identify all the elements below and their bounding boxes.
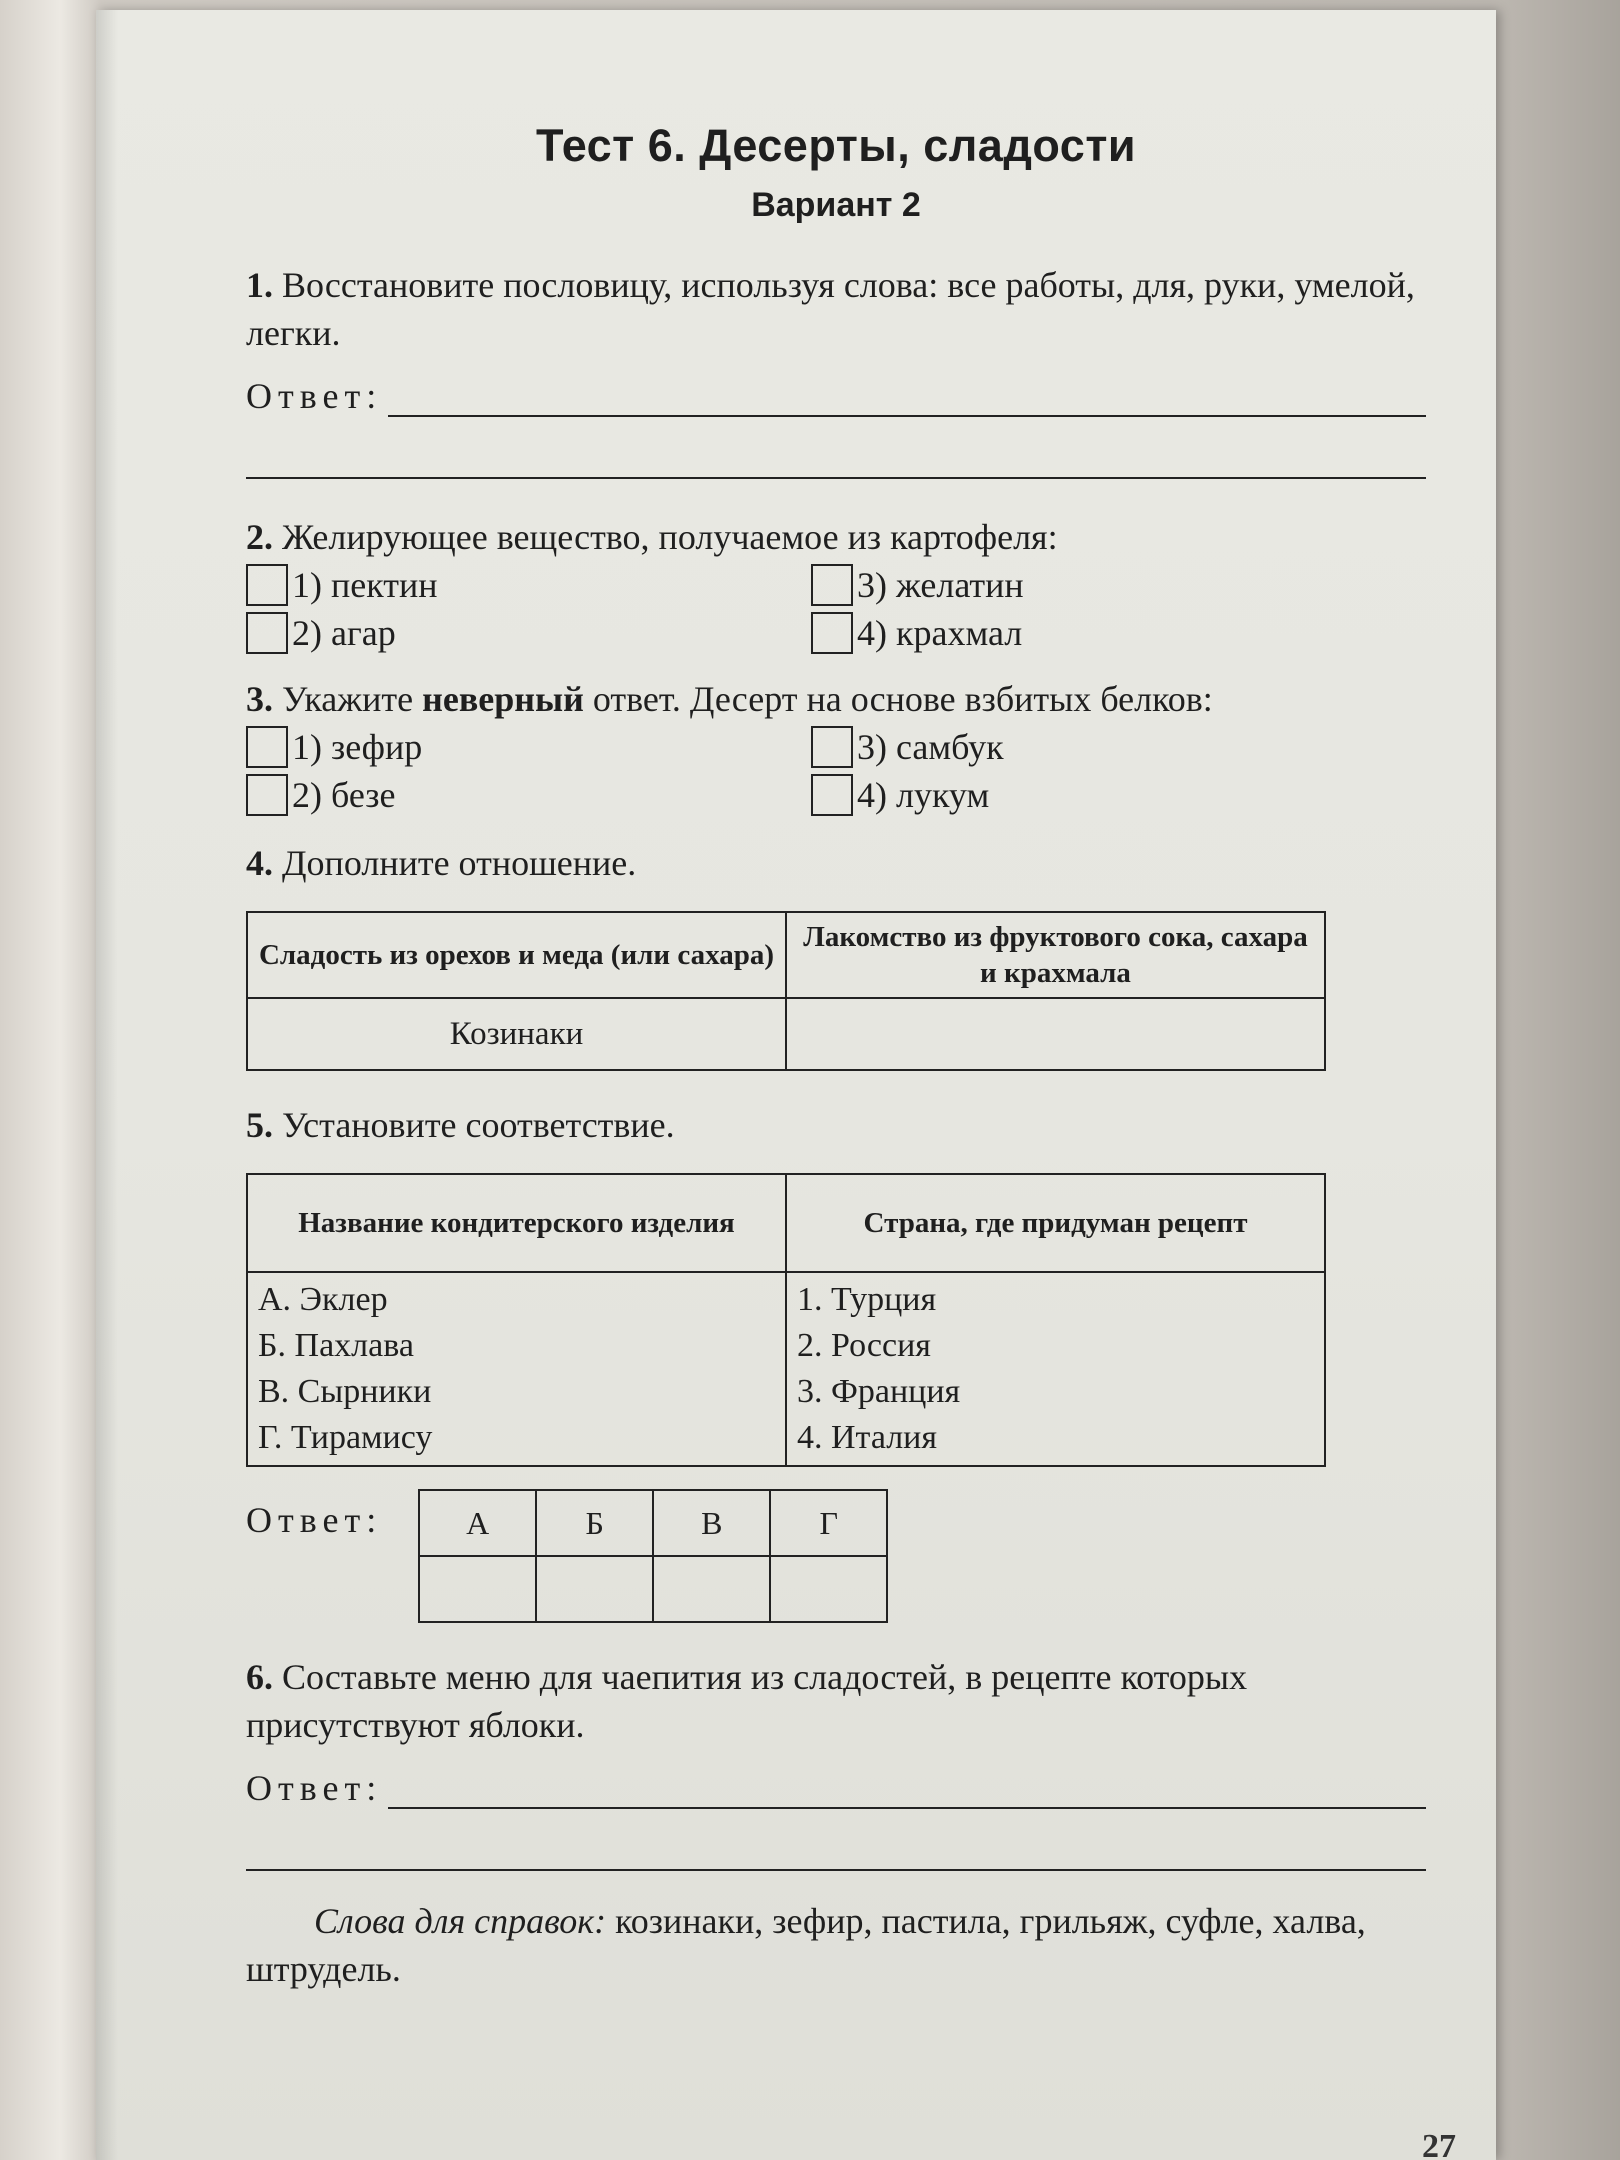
answer-grid bbox=[418, 1489, 888, 1623]
answer-label: Ответ: bbox=[246, 376, 383, 416]
question-6-answer bbox=[246, 1767, 1426, 1809]
checkbox[interactable] bbox=[811, 612, 853, 654]
match-header-left: Название кондитерского изделия bbox=[247, 1174, 786, 1272]
question-5-text: Установите соответствие. bbox=[282, 1105, 675, 1145]
relation-table bbox=[246, 911, 1326, 1071]
match-table bbox=[246, 1173, 1326, 1467]
question-2 bbox=[246, 513, 1426, 561]
q3-option-3[interactable] bbox=[811, 723, 1391, 771]
grid-letter: В bbox=[653, 1490, 770, 1556]
page-content bbox=[246, 120, 1426, 1993]
answer-line[interactable] bbox=[388, 379, 1426, 417]
checkbox[interactable] bbox=[811, 726, 853, 768]
grid-answer-cell[interactable] bbox=[419, 1556, 536, 1622]
question-1-number: 1. bbox=[246, 265, 273, 305]
question-5-answer bbox=[246, 1489, 1426, 1623]
list-item: А. Эклер bbox=[258, 1281, 388, 1318]
checkbox[interactable] bbox=[246, 774, 288, 816]
question-4 bbox=[246, 839, 1426, 887]
option-label: 1) пектин bbox=[292, 565, 438, 605]
list-item: 1. Турция bbox=[797, 1281, 937, 1318]
question-3 bbox=[246, 675, 1426, 723]
grid-answer-cell[interactable] bbox=[536, 1556, 653, 1622]
question-4-text: Дополните отношение. bbox=[282, 843, 637, 883]
option-label: 4) крахмал bbox=[857, 613, 1023, 653]
question-1-answer bbox=[246, 375, 1426, 417]
grid-letter: А bbox=[419, 1490, 536, 1556]
q3-option-1[interactable] bbox=[246, 723, 811, 771]
list-item: Б. Пахлава bbox=[258, 1327, 414, 1364]
page-number: 27 bbox=[1422, 2128, 1456, 2160]
test-title: Тест 6. Десерты, сладости bbox=[535, 120, 1137, 171]
answer-label: Ответ: bbox=[246, 1768, 383, 1808]
question-2-options bbox=[246, 561, 1426, 657]
q3-option-4[interactable] bbox=[811, 771, 1391, 819]
option-label: 3) желатин bbox=[857, 565, 1024, 605]
question-5 bbox=[246, 1101, 1426, 1149]
question-6-number: 6. bbox=[246, 1657, 273, 1697]
match-right-column bbox=[786, 1272, 1325, 1466]
checkbox[interactable] bbox=[811, 774, 853, 816]
question-3-number: 3. bbox=[246, 679, 273, 719]
q2-option-4[interactable] bbox=[811, 609, 1391, 657]
question-3-text-after: ответ. Десерт на основе взбитых белков: bbox=[583, 679, 1213, 719]
book-page bbox=[96, 10, 1496, 2160]
answer-label: Ответ: bbox=[246, 1500, 383, 1540]
question-2-text: Желирующее вещество, получаемое из картофеля: bbox=[282, 517, 1058, 557]
page-binding-shadow bbox=[96, 10, 118, 2160]
q2-option-3[interactable] bbox=[811, 561, 1391, 609]
q2-option-2[interactable] bbox=[246, 609, 811, 657]
checkbox[interactable] bbox=[246, 612, 288, 654]
list-item: Г. Тирамису bbox=[258, 1419, 433, 1456]
grid-answer-cell[interactable] bbox=[770, 1556, 887, 1622]
relation-cell-left: Козинаки bbox=[247, 998, 786, 1070]
question-6-text: Составьте меню для чаепития из сладостей, в рецепте которых присутствуют яблоки. bbox=[246, 1657, 1248, 1745]
checkbox[interactable] bbox=[811, 564, 853, 606]
grid-letter: Г bbox=[770, 1490, 887, 1556]
answer-line-2[interactable] bbox=[246, 475, 1426, 479]
answer-line[interactable] bbox=[388, 1771, 1426, 1809]
grid-letter: Б bbox=[536, 1490, 653, 1556]
reference-label: Слова для справок: bbox=[314, 1901, 607, 1941]
previous-page-edge bbox=[0, 0, 100, 2160]
list-item: 2. Россия bbox=[797, 1327, 931, 1364]
question-6 bbox=[246, 1653, 1426, 1749]
question-1-text: Восстановите пословицу, используя слова: все работы, для, руки, умелой, легки. bbox=[246, 265, 1415, 353]
answer-line-2[interactable] bbox=[246, 1867, 1426, 1871]
option-label: 2) безе bbox=[292, 775, 396, 815]
list-item: 4. Италия bbox=[797, 1419, 938, 1456]
reference-list: козинаки, зефир, пастила, грильяж, суфле, халва, штрудель. bbox=[246, 1901, 1366, 1989]
list-item: В. Сырники bbox=[258, 1373, 432, 1410]
question-3-options bbox=[246, 723, 1426, 819]
match-header-right: Страна, где придуман рецепт bbox=[786, 1174, 1325, 1272]
q2-option-1[interactable] bbox=[246, 561, 811, 609]
option-label: 4) лукум bbox=[857, 775, 990, 815]
question-4-number: 4. bbox=[246, 843, 273, 883]
question-2-number: 2. bbox=[246, 517, 273, 557]
checkbox[interactable] bbox=[246, 726, 288, 768]
q3-option-2[interactable] bbox=[246, 771, 811, 819]
grid-answer-cell[interactable] bbox=[653, 1556, 770, 1622]
match-left-column bbox=[247, 1272, 786, 1466]
question-3-text-bold: неверный bbox=[422, 679, 584, 719]
relation-header-left: Сладость из орехов и меда (или сахара) bbox=[247, 912, 786, 998]
option-label: 1) зефир bbox=[292, 727, 423, 767]
question-5-number: 5. bbox=[246, 1105, 273, 1145]
list-item: 3. Франция bbox=[797, 1373, 961, 1410]
question-3-text-before: Укажите bbox=[282, 679, 423, 719]
relation-header-right: Лакомство из фруктового сока, сахара и крахмала bbox=[786, 912, 1325, 998]
option-label: 3) самбук bbox=[857, 727, 1004, 767]
option-label: 2) агар bbox=[292, 613, 396, 653]
relation-cell-right[interactable] bbox=[786, 998, 1325, 1070]
reference-words bbox=[246, 1897, 1426, 1993]
checkbox[interactable] bbox=[246, 564, 288, 606]
variant-title: Вариант 2 bbox=[751, 186, 921, 224]
question-1 bbox=[246, 261, 1426, 357]
